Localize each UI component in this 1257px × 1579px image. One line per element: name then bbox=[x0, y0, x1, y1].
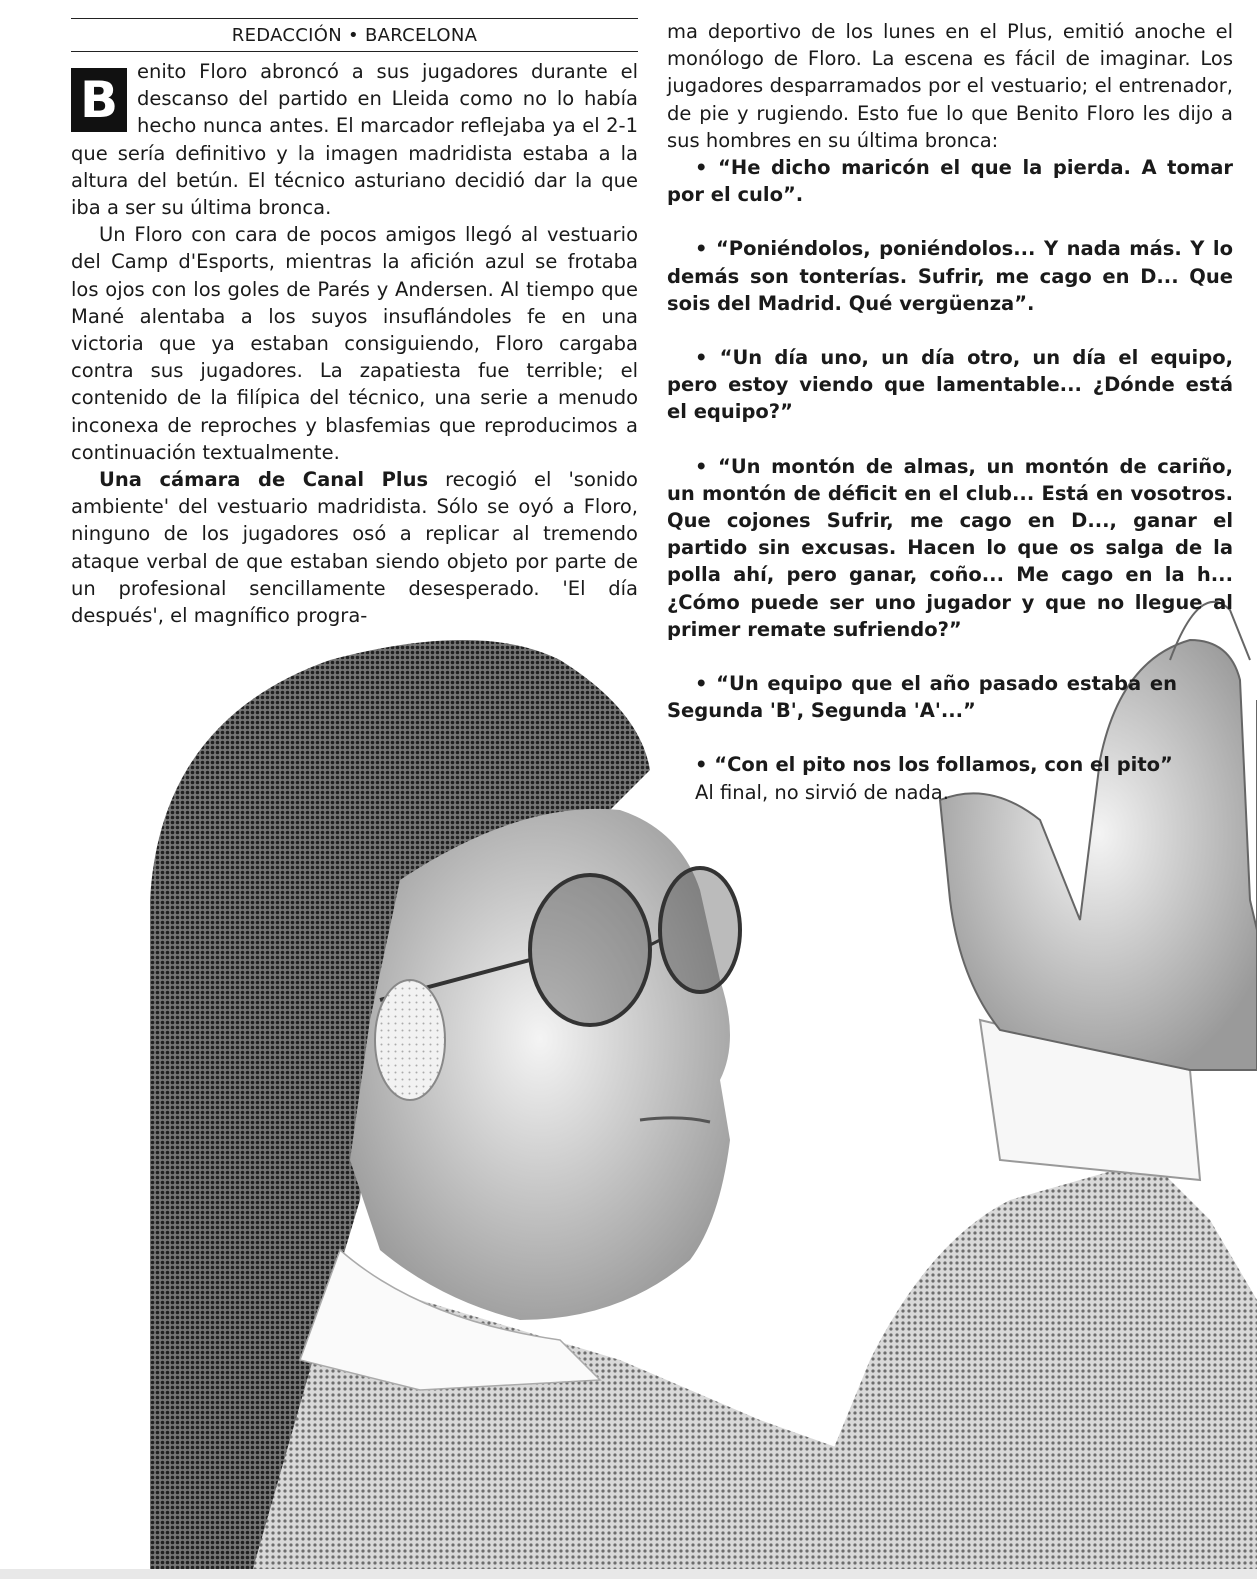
paragraph-3-text: recogió el 'sonido ambiente' del vestuario madridista. Sólo se oyó a Floro, ninguno de los jugadores osó a replicar al tremendo ataque verbal de que estaban siendo objeto por parte de un profesional sencillamente desesperado. 'El día después', el magnífico progra- bbox=[71, 468, 638, 628]
quote-item: • “Un montón de almas, un montón de cariño, un montón de déficit en el club... Está en vosotros. Que cojones Sufrir, me cago en D..., ganar el partido sin excusas. Hacen lo que os salga de la polla ahí, pero ganar, coño... Me cago en la h... ¿Cómo puede ser uno jugador y que no llegue al primer remate sufriendo?” bbox=[667, 454, 1233, 641]
page-bottom-edge bbox=[0, 1569, 1257, 1579]
byline: REDACCIÓN • BARCELONA bbox=[71, 19, 638, 52]
left-column bbox=[71, 18, 638, 629]
right-intro: ma deportivo de los lunes en el Plus, emitió anoche el monólogo de Floro. La escena es fácil de imaginar. Los jugadores desparramados por el vestuario; el entrenador, de pie y rugiendo. Esto fue lo que Benito Floro les dijo a sus hombres en su última bronca: bbox=[667, 20, 1233, 152]
quote-item: • “Poniéndolos, poniéndolos... Y nada más. Y lo demás son tonterías. Sufrir, me cago en D... Que sois del Madrid. Qué vergüenza”. bbox=[667, 237, 1233, 315]
closing-line: Al final, no sirvió de nada. bbox=[695, 780, 949, 804]
paragraph-1-text: enito Floro abroncó a sus jugadores durante el descanso del partido en Lleida como no lo había hecho nunca antes. El marcador reflejaba ya el 2-1 que sería definitivo y la imagen madridista estaba a la altura del betún. El técnico asturiano decidió dar la que iba a ser su última bronca. bbox=[71, 60, 638, 220]
paragraph-3-lead: Una cámara de Canal Plus bbox=[99, 468, 429, 492]
quote-item: • “He dicho maricón el que la pierda. A tomar por el culo”. bbox=[667, 156, 1233, 207]
right-column bbox=[667, 18, 1233, 806]
drop-cap: B bbox=[71, 68, 127, 132]
quote-item: • “Un equipo que el año pasado estaba en Segunda 'B', Segunda 'A'...” bbox=[667, 672, 1177, 723]
paragraph-3 bbox=[71, 466, 638, 629]
paragraph-1 bbox=[71, 58, 638, 221]
quote-item: • “Con el pito nos los follamos, con el pito” bbox=[695, 753, 1173, 777]
paragraph-2: Un Floro con cara de pocos amigos llegó al vestuario del Camp d'Esports, mientras la afición azul se frotaba los ojos con los goles de Parés y Andersen. Al tiempo que Mané alentaba a los suyos insuflándoles fe en una victoria que ya estaban consiguiendo, Floro cargaba contra sus jugadores. La zapatiesta fue terrible; el contenido de la filípica del técnico, una serie a menudo inconexa de reproches y blasfemias que reproducimos a continuación textualmente. bbox=[71, 223, 638, 464]
quote-item: • “Un día uno, un día otro, un día el equipo, pero estoy viendo que lamentable... ¿Dónde está el equipo?” bbox=[667, 346, 1233, 424]
